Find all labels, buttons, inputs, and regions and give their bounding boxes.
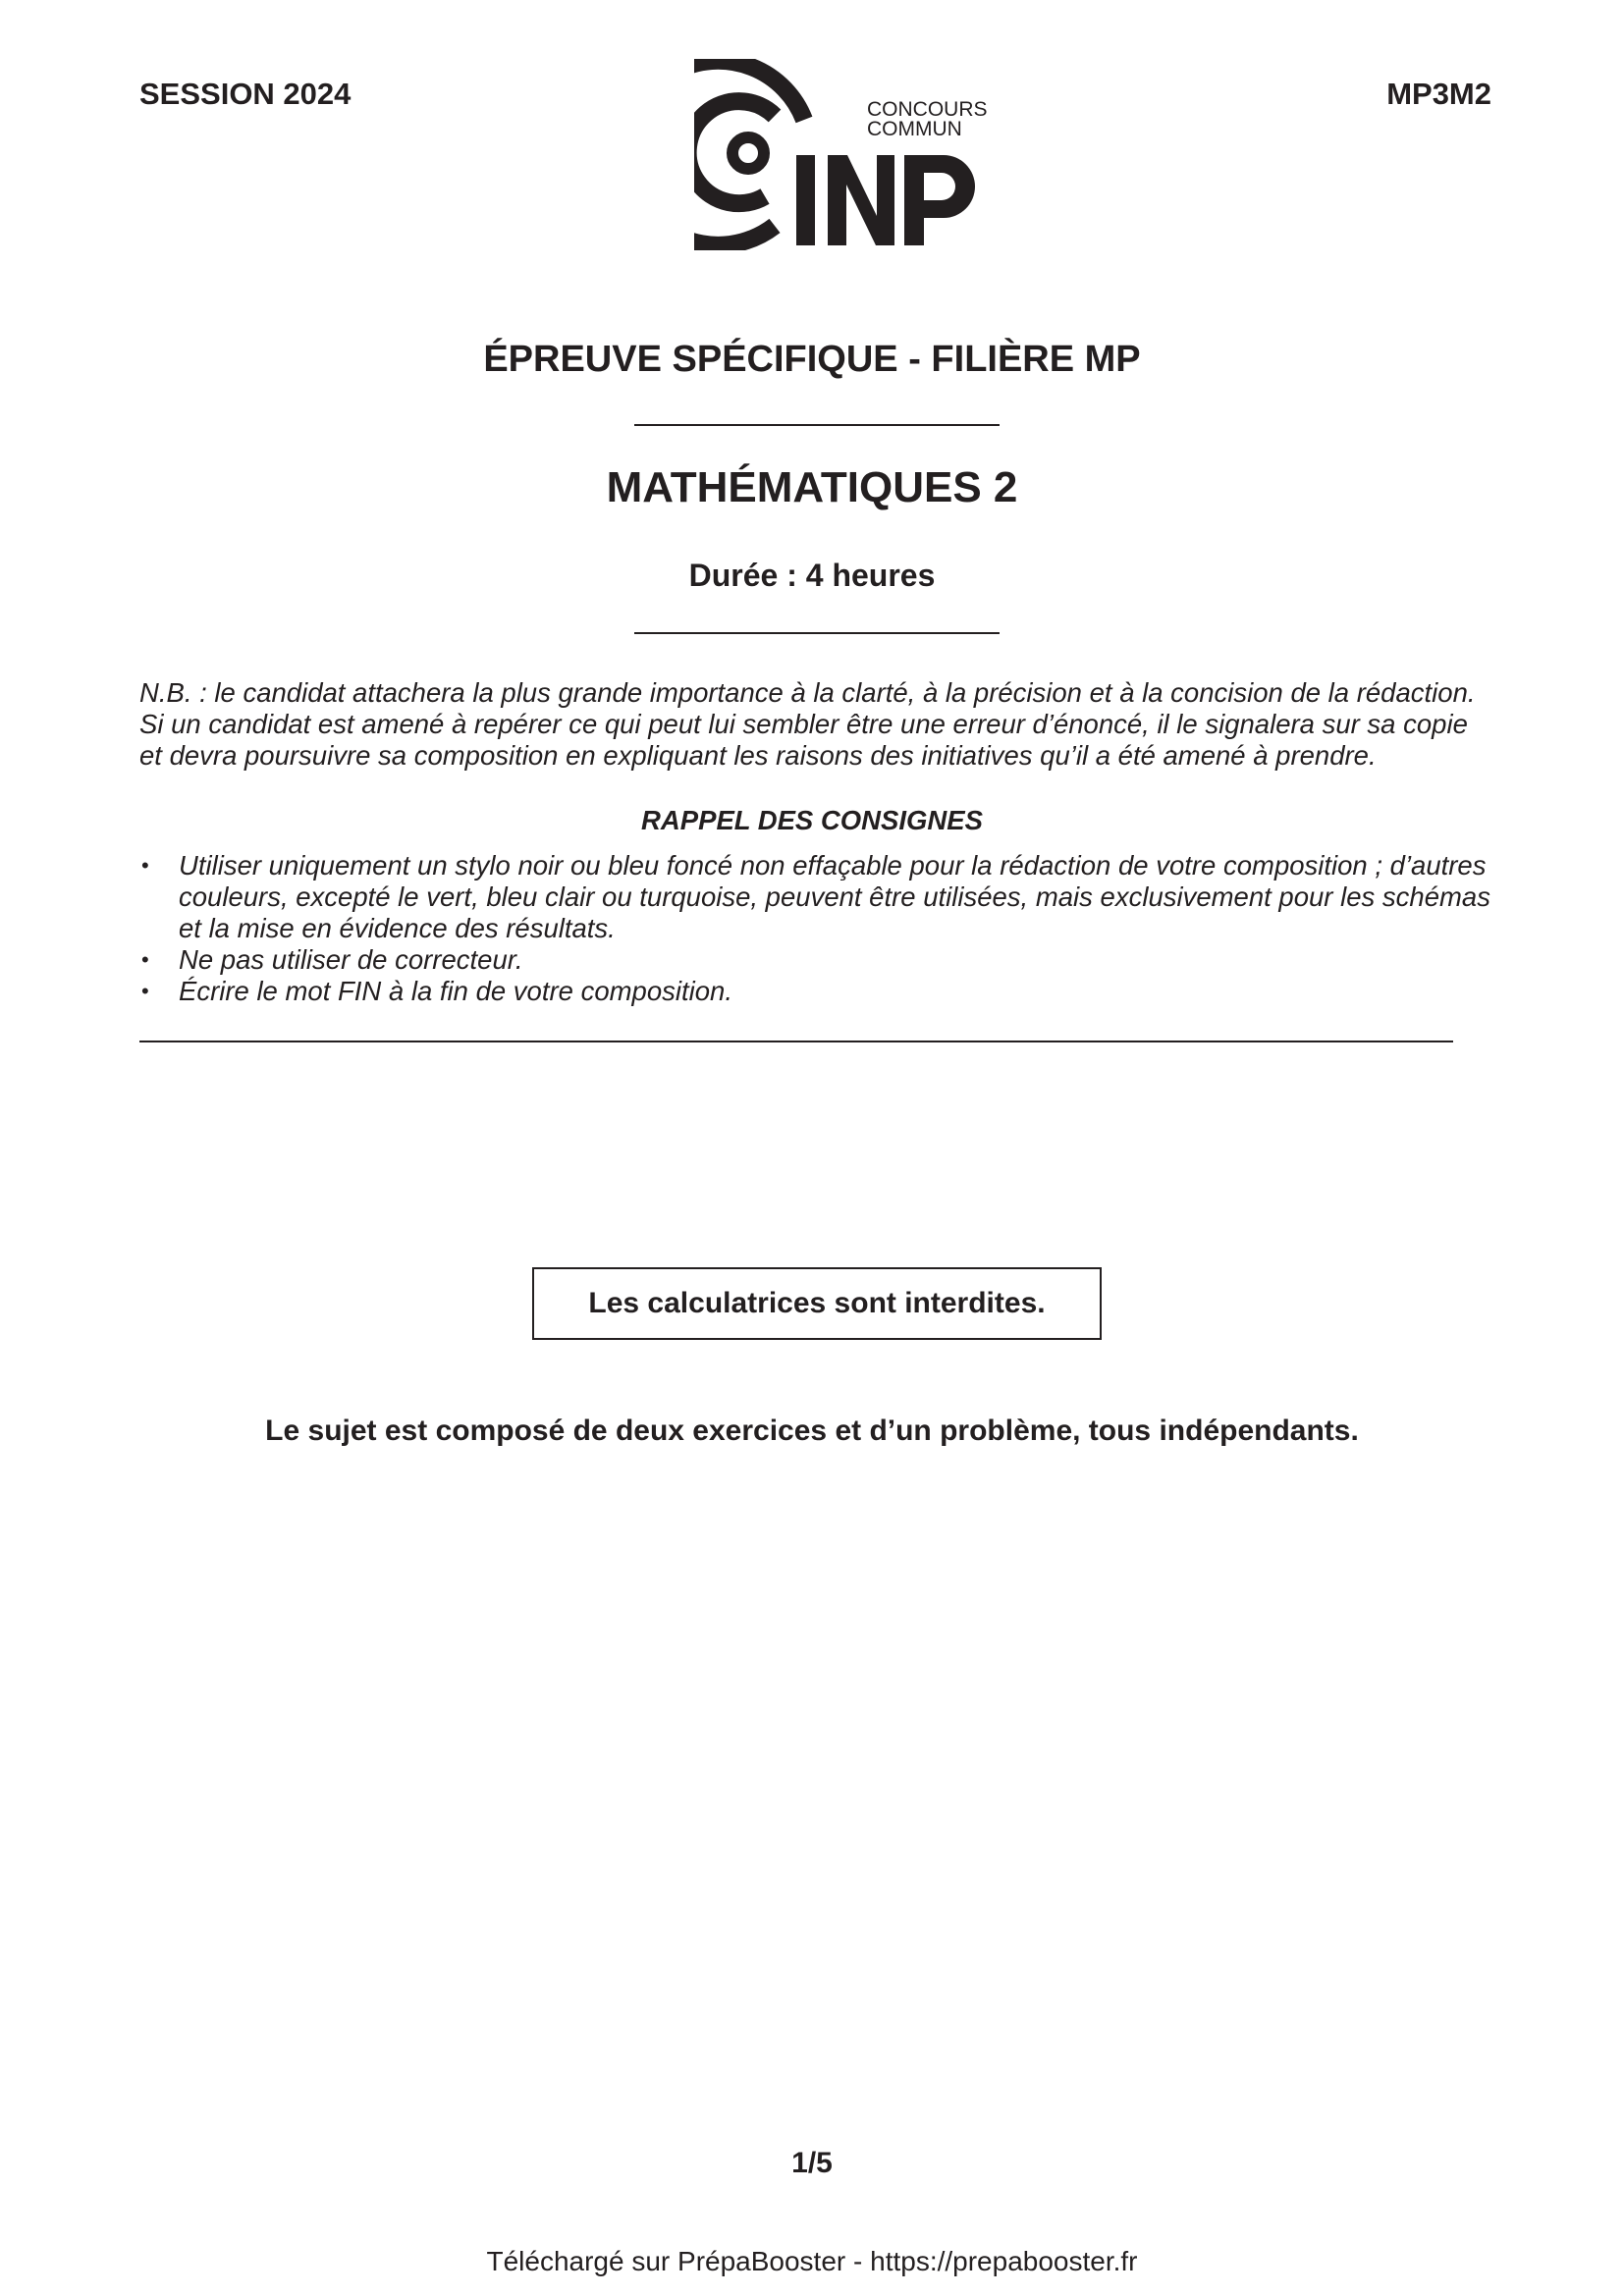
duration-label: Durée : 4 heures (688, 558, 936, 593)
page-number: 1/5 (791, 2147, 833, 2179)
exam-code: MP3M2 (1386, 77, 1491, 111)
list-item-line: Écrire le mot FIN à la fin de votre composition. (179, 976, 732, 1006)
list-item (139, 976, 1514, 1007)
epreuve-title: ÉPREUVE SPÉCIFIQUE - FILIÈRE MP (483, 339, 1141, 380)
session-label: SESSION 2024 (139, 77, 352, 111)
logo-line1: CONCOURS (867, 98, 988, 121)
download-footer: Téléchargé sur PrépaBooster - https://prepabooster.fr (486, 2246, 1138, 2276)
composition-notice: Le sujet est composé de deux exercices et d’un problème, tous indépendants. (265, 1415, 1359, 1447)
calculators-notice: Les calculatrices sont interdites. (588, 1287, 1046, 1319)
section-divider (139, 1041, 1453, 1042)
subject-title: MATHÉMATIQUES 2 (606, 463, 1018, 511)
title-divider (634, 424, 1000, 426)
duration-divider (634, 632, 1000, 634)
bullet-icon: • (141, 947, 149, 972)
concours-commun-inp-logo (694, 59, 1008, 250)
rappel-heading: RAPPEL DES CONSIGNES (641, 805, 983, 835)
list-item (139, 850, 1514, 944)
logo-line2: COMMUN (867, 118, 962, 140)
calculators-notice-box (532, 1267, 1102, 1340)
list-item-line: Utiliser uniquement un stylo noir ou bleu foncé non effaçable pour la rédaction de votre composition ; d’autres (179, 850, 1487, 881)
bullet-icon: • (141, 979, 149, 1003)
list-item-line: Ne pas utiliser de correcteur. (179, 944, 523, 975)
consignes-list (139, 850, 1514, 1007)
list-item-line: et la mise en évidence des résultats. (179, 913, 616, 943)
nb-paragraph (139, 677, 1514, 772)
nb-line: et devra poursuivre sa composition en expliquant les raisons des initiatives qu’il a été amené à prendre. (139, 740, 1377, 771)
list-item-line: couleurs, excepté le vert, bleu clair ou turquoise, peuvent être utilisées, mais exclusivement pour les schémas (179, 881, 1490, 912)
nb-line: Si un candidat est amené à repérer ce qui peut lui sembler être une erreur d’énoncé, il le signalera sur sa copie (139, 709, 1468, 739)
nb-line: N.B. : le candidat attachera la plus grande importance à la clarté, à la précision et à la concision de la rédaction. (139, 677, 1476, 708)
list-item (139, 944, 1514, 976)
bullet-icon: • (141, 853, 149, 878)
